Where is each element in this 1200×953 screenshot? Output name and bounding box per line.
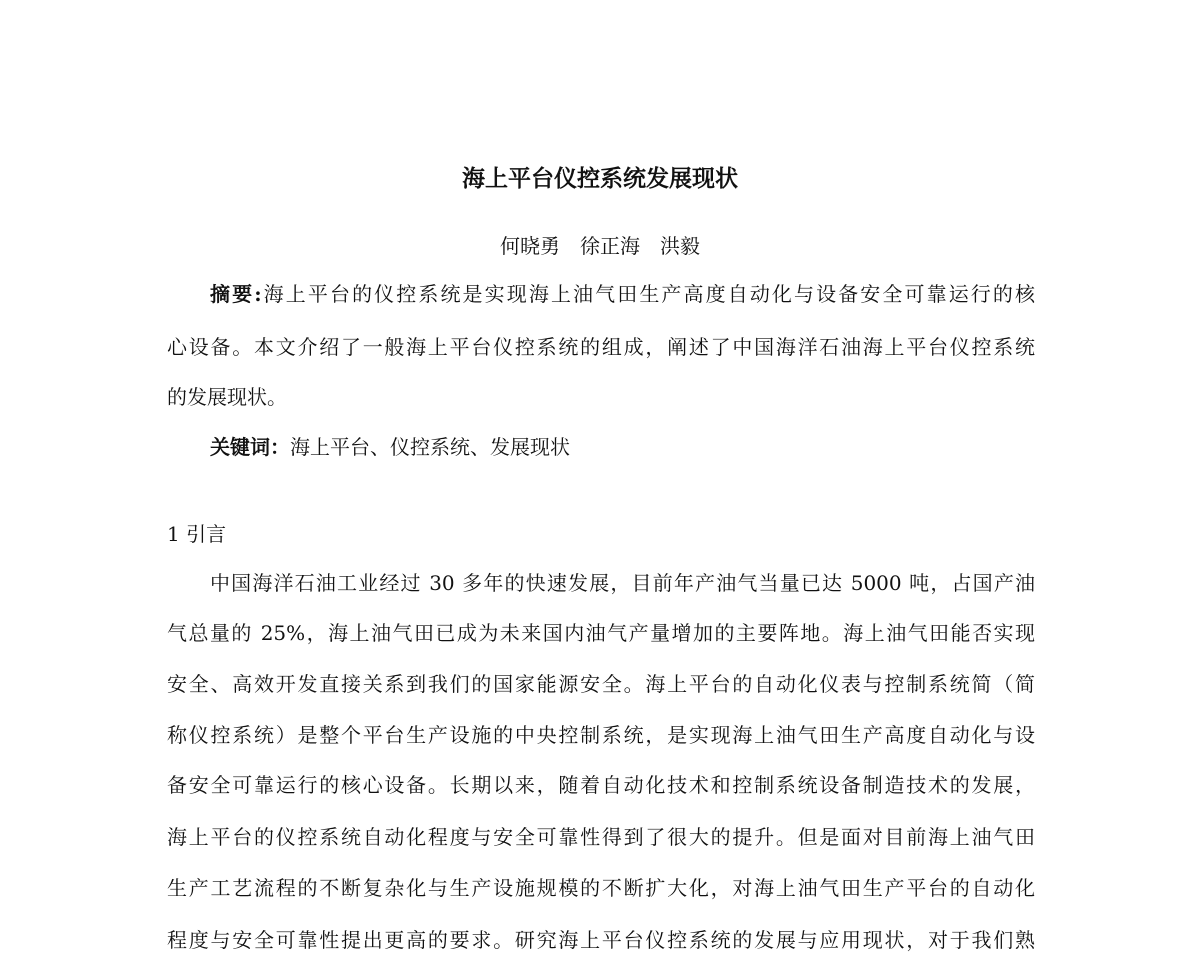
body-line: 海上平台的仪控系统自动化程度与安全可靠性得到了很大的提升。但是面对目前海上油气田 [167, 825, 1035, 849]
body-line: 备安全可靠运行的核心设备。长期以来，随着自动化技术和控制系统设备制造技术的发展， [167, 773, 1035, 797]
body-line: 中国海洋石油工业经过 30 多年的快速发展，目前年产油气当量已达 5000 吨，占国产油 [210, 571, 1035, 595]
section-heading: 1 引言 [167, 522, 227, 546]
abstract-line [210, 281, 1035, 307]
body-line: 气总量的 25%，海上油气田已成为未来国内油气产量增加的主要阵地。海上油气田能否实现 [167, 621, 1035, 645]
body-line: 程度与安全可靠性提出更高的要求。研究海上平台仪控系统的发展与应用现状，对于我们熟 [167, 928, 1035, 952]
abstract-text: 海上平台的仪控系统是实现海上油气田生产高度自动化与设备安全可靠运行的核 [261, 282, 1035, 306]
body-line: 安全、高效开发直接关系到我们的国家能源安全。海上平台的自动化仪表与控制系统简（简 [167, 672, 1035, 696]
keywords-text: 海上平台、仪控系统、发展现状 [290, 435, 570, 459]
body-line: 生产工艺流程的不断复杂化与生产设施规模的不断扩大化，对海上油气田生产平台的自动化 [167, 876, 1035, 900]
abstract-label: 摘要: [210, 282, 262, 306]
body-line: 称仪控系统）是整个平台生产设施的中央控制系统，是实现海上油气田生产高度自动化与设 [167, 723, 1035, 747]
keywords-line [210, 434, 1035, 460]
abstract-line: 心设备。本文介绍了一般海上平台仪控系统的组成，阐述了中国海洋石油海上平台仪控系统 [167, 335, 1035, 359]
authors: 何晓勇 徐正海 洪毅 [500, 234, 700, 258]
abstract-line: 的发展现状。 [167, 385, 287, 409]
document-title: 海上平台仪控系统发展现状 [462, 165, 738, 192]
keywords-label: 关键词： [210, 435, 290, 459]
